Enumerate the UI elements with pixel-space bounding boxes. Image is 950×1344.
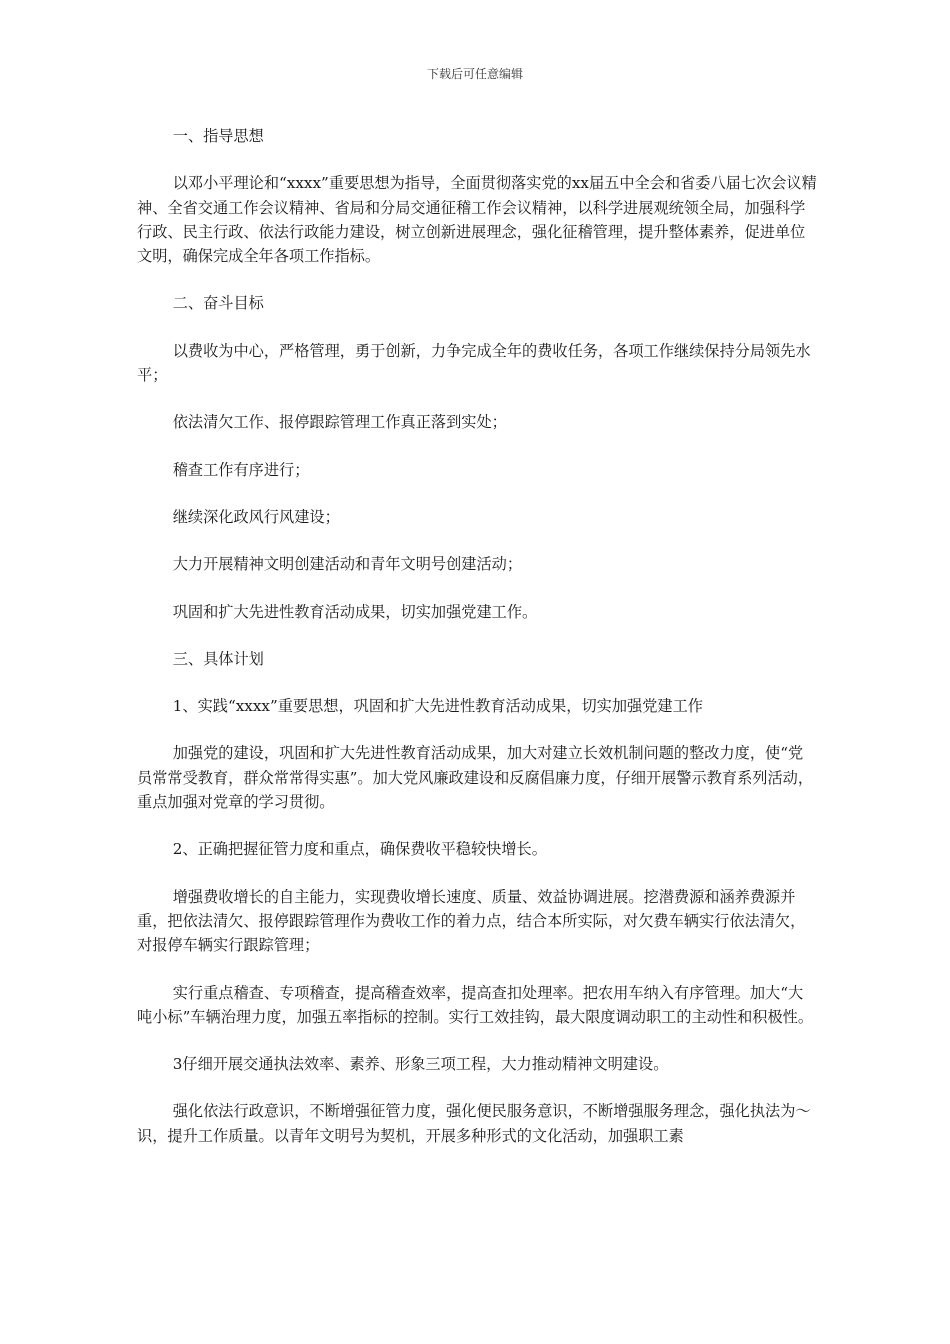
document-body — [137, 124, 817, 1148]
paragraph-goal-arrears: 依法清欠工作、报停跟踪管理工作真正落到实处； — [172, 413, 507, 432]
paragraph-plan-2a: 增强费收增长的自主能力，实现费收增长速度、质量、效益协调进展。挖潜费源和涵养费源并重，把依法清欠、报停跟踪管理作为费收工作的着力点，结合本所实际，对欠费车辆实行依法清欠，对报停车辆实行跟踪管理； — [137, 887, 806, 955]
paragraph-guiding-thought: 以邓小平理论和“xxxx”重要思想为指导，全面贯彻落实党的xx届五中全会和省委八届七次会议精神、全省交通工作会议精神、省局和分局交通征稽工作会议精神，以科学进展观统领全局，加强科学行政、民主行政、依法行政能力建设，树立创新进展理念，强化征稽管理，提升整体素养，促进单位文明，确保完成全年各项工作指标。 — [137, 174, 817, 266]
paragraph-goal-fee-collection: 以费收为中心，严格管理，勇于创新，力争完成全年的费收任务，各项工作继续保持分局领先水平； — [137, 341, 811, 385]
paragraph-goal-party: 巩固和扩大先进性教育活动成果，切实加强党建工作。 — [172, 602, 538, 621]
paragraph-goal-conduct: 继续深化政风行风建设； — [172, 507, 340, 526]
subheading-plan-3: 3仔细开展交通执法效率、素养、形象三项工程，大力推动精神文明建设。 — [172, 1055, 669, 1074]
subheading-plan-2: 2、正确把握征管力度和重点，确保费收平稳较快增长。 — [172, 840, 547, 859]
section-heading-plan: 三、具体计划 — [172, 649, 264, 668]
paragraph-plan-1: 加强党的建设，巩固和扩大先进性教育活动成果，加大对建立长效机制问题的整改力度，使“党员常常受教育，群众常常得实惠”。加大党风廉政建设和反腐倡廉力度，仔细开展警示教育系列活动，重点加强对党章的学习贯彻。 — [137, 744, 814, 812]
page-header-note: 下载后可任意编辑 — [426, 67, 523, 81]
paragraph-plan-2b: 实行重点稽查、专项稽查，提高稽查效率，提高查扣处理率。把农用车纳入有序管理。加大“大吨小标”车辆治理力度，加强五率指标的控制。实行工效挂钩，最大限度调动职工的主动性和积极性。 — [137, 983, 814, 1026]
paragraph-goal-inspection: 稽查工作有序进行； — [172, 460, 310, 479]
section-heading-goals: 二、奋斗目标 — [172, 294, 264, 313]
subheading-plan-1: 1、实践“xxxx”重要思想，巩固和扩大先进性教育活动成果，切实加强党建工作 — [172, 697, 703, 716]
section-heading-guiding-thought: 一、指导思想 — [172, 127, 264, 145]
paragraph-plan-3: 强化依法行政意识，不断增强征管力度，强化便民服务意识，不断增强服务理念，强化执法为～识，提升工作质量。以青年文明号为契机，开展多种形式的文化活动，加强职工素 — [137, 1102, 811, 1145]
paragraph-goal-civilization: 大力开展精神文明创建活动和青年文明号创建活动； — [172, 555, 523, 574]
